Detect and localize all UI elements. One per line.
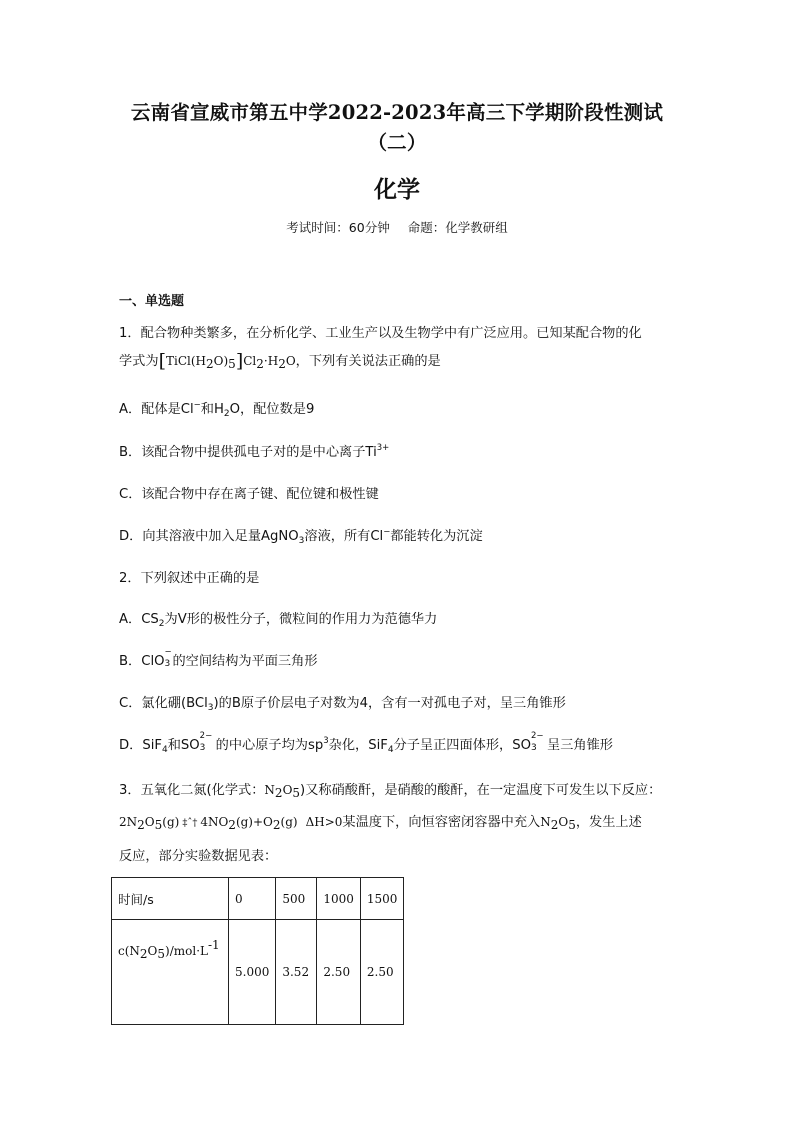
q2-option-b: B．ClO − 3 的空间结构为平面三角形 [119,647,318,669]
table-cell: 2.50 [360,920,404,1025]
table-header-row [112,878,404,920]
exam-meta [0,218,794,236]
table-cell: 3.52 [276,920,317,1025]
table-cell: 5.000 [229,920,276,1025]
equilibrium-arrow: ‡ˆ† [182,818,198,829]
data-table [111,877,404,1025]
q1-option-c: C．该配合物中存在离子键、配位键和极性键 [119,487,379,502]
q3-stem-line1: 3．五氧化二氮(化学式：N2O5)又称硝酸酐，是硝酸的酸酐，在一定温度下可发生以下反应： [119,783,662,800]
exam-author: 命题：化学教研组 [407,220,508,235]
table-header-cell: 500 [276,878,317,920]
table-header-cell: 时间/s [112,878,229,920]
q2-option-c: C．氯化硼(BCl$_3$)的B原子价层电子对数为4，含有一对孤电子对，呈三角锥形 [119,696,566,713]
section-heading: 一、单选题 [119,294,185,309]
exam-time: 考试时间：60分钟 [286,220,390,235]
table-cell: 2.50 [317,920,361,1025]
table-header-cell: 0 [229,878,276,920]
q1-option-b: B．该配合物中提供孤电子对的是中心离子$Ti^{3+}$ [119,443,390,460]
q3-stem-line3: 反应，部分实验数据见表： [119,849,278,864]
q1-stem-line2: 学式为[TiCl(H2O)5]Cl2·H2O，下列有关说法正确的是 [119,350,441,372]
bracket-open: [ [158,350,166,372]
table-row [112,920,404,1025]
exam-title: 云南省宣威市第五中学2022-2023年高三下学期阶段性测试 [130,101,664,124]
exam-title-part: （二） [367,131,427,154]
table-header-cell: 1500 [360,878,404,920]
table-row-label: c(N2O5)/mol·L-1 [112,920,229,1025]
q1-option-a: A．配体是Cl−和$H_2O$，配位数是9 [119,400,315,419]
q2-stem: 2．下列叙述中正确的是 [119,571,260,586]
q2-option-d: D．SiF$_4$和SO 2− 3 的中心原子均为$sp^3$杂化，SiF$_4$分子呈正四面体形，SO 2− 3 呈三角锥形 [119,731,613,755]
q2-option-a: A．$CS_2$为V形的极性分子，微粒间的作用力为范德华力 [119,612,438,629]
q1-stem-line1: 1．配合物种类繁多，在分析化学、工业生产以及生物学中有广泛应用。已知某配合物的化 [119,326,642,341]
q1-option-d: D．向其溶液中加入足量AgNO$_3$溶液，所有Cl−都能转化为沉淀 [119,527,483,546]
q3-stem-line2: 2N2O5(g) ‡ˆ† 4NO2(g)+O2(g) ΔH>0某温度下，向恒容密闭容器中充入N2O5，发生上述 [119,815,642,832]
subject-title: 化学 [374,176,420,203]
bracket-close: ] [235,350,244,372]
table-header-cell: 1000 [317,878,361,920]
